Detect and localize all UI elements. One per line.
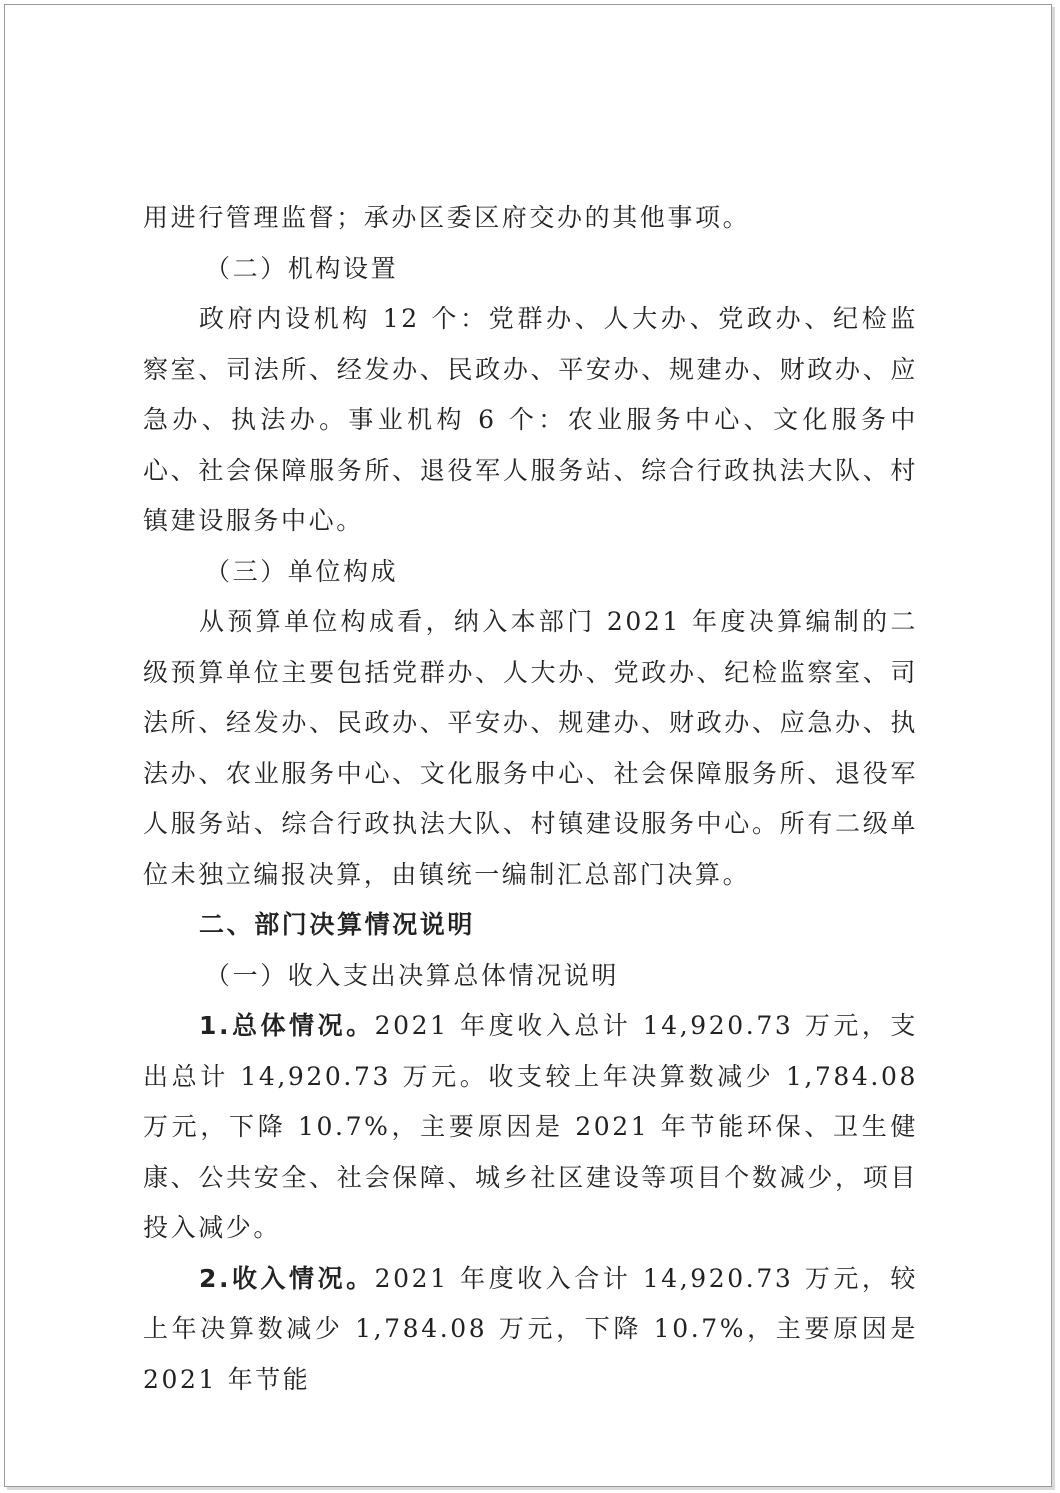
document-body [143, 193, 918, 1405]
overall-lead: 1.总体情况。 [199, 1011, 375, 1040]
paragraph-overall [143, 1001, 918, 1254]
paragraph-unit-composition: 从预算单位构成看，纳入本部门 2021 年度决算编制的二级预算单位主要包括党群办、人大办、党政办、纪检监察室、司法所、经发办、民政办、平安办、规建办、财政办、应急办、执法办、农业服务中心、文化服务中心、社会保障服务所、退役军人服务站、综合行政执法大队、村镇建设服务中心。所有二级单位未独立编报决算，由镇统一编制汇总部门决算。 [143, 607, 918, 889]
paragraph-org-setup: 政府内设机构 12 个：党群办、人大办、党政办、纪检监察室、司法所、经发办、民政办、平安办、规建办、财政办、应急办、执法办。事业机构 6 个：农业服务中心、文化服务中心、社会保障服务所、退役军人服务站、综合行政执法大队、村镇建设服务中心。 [143, 304, 918, 535]
paragraph-duties-end: 用进行管理监督；承办区委区府交办的其他事项。 [143, 203, 751, 232]
heading-org-setup: （二）机构设置 [205, 253, 399, 283]
income-lead: 2.收入情况。 [199, 1263, 375, 1293]
heading-income-expense-overview: （一）收入支出决算总体情况说明 [205, 960, 620, 990]
income-text: 2021 年度收入合计 14,920.73 万元，较上年决算数减少 1,784.08 万元，下降 10.7%，主要原因是 2021 年节能 [143, 1263, 918, 1394]
heading-section-2: 二、部门决算情况说明 [199, 910, 476, 939]
overall-text: 2021 年度收入总计 14,920.73 万元，支出总计 14,920.73 万元。收支较上年决算数减少 1,784.08 万元，下降 10.7%，主要原因是 2021 年节能环保、卫生健康、公共安全、社会保障、城乡社区建设等项目个数减少，项目投入减少。 [143, 1011, 918, 1242]
heading-unit-composition: （三）单位构成 [205, 556, 399, 586]
paragraph-income [143, 1254, 918, 1406]
